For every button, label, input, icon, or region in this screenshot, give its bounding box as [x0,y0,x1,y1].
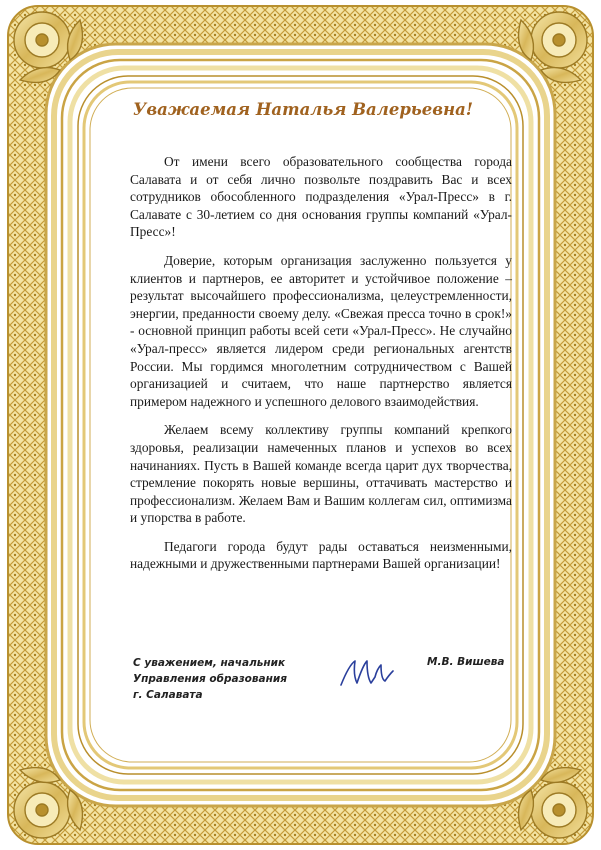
letter-body [130,153,512,584]
paragraph-trust: Доверие, которым организация заслуженно пользуется у клиентов и партнеров, ее авторитет и устойчивое положение – результат высочайшего профессионализма, целеустремленности, энергии, преданности своему делу. «Свежая пресса точно в срок!» - основной принцип работы всей сети «Урал-Пресс». Не случайно «Урал-пресс» является лидером среди региональных агентств России. Мы гордимся многолетним сотрудничеством с Вашей организацией и считаем, что наше партнерство является примером надежного и успешного делового взаимодействия. [130,252,512,409]
signatory-name: М.В. Вишева [427,656,505,668]
closing-line-2: Управления образования [133,673,287,685]
paragraph-congratulations: От имени всего образовательного сообщества города Салавата и от себя лично позвольте поздравить Вас и всех сотрудников обособленного подразделения «Урал-Пресс» в г. Салавате с 30-летием со дня основания группы компаний «Урал-Пресс»! [130,154,512,240]
closing-line-3: г. Салавата [133,689,203,701]
closing-block [133,655,293,703]
handwritten-signature [337,655,397,691]
closing-line-1: С уважением, начальник [133,657,286,669]
paragraph-wishes: Желаем всему коллективу группы компаний крепкого здоровья, реализации намеченных планов и успехов во всех начинаниях. Пусть в Вашей команде всегда царит дух творчества, стремление покорять новые вершины, оттачивать мастерство и профессионализм. Желаем Вам и Вашим коллегам сил, оптимизма и упорства в работе. [130,422,512,526]
paragraph-partnership: Педагоги города будут рады оставаться неизменными, надежными и дружественными партнерами Вашей организации! [130,538,512,572]
letter-salutation: Уважаемая Наталья Валерьевна! [132,100,474,119]
